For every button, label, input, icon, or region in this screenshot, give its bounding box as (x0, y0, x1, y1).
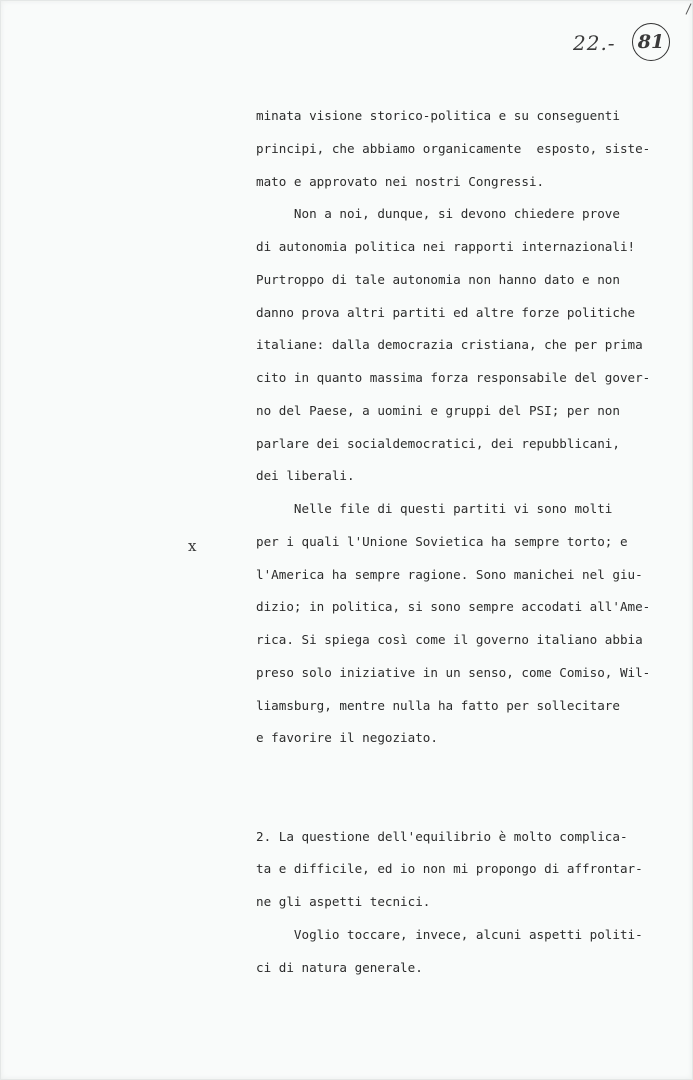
typescript-body (256, 100, 656, 984)
text-line: di autonomia politica nei rapporti internazionali! (256, 239, 636, 254)
text-line: dizio; in politica, si sono sempre accodati all'Ame- (256, 599, 651, 615)
text-line: italiane: dalla democrazia cristiana, che per prima (256, 337, 643, 353)
text-line: parlare dei socialdemocratici, dei repubblicani, (256, 435, 620, 451)
text-line: Purtroppo di tale autonomia non hanno dato e non (256, 271, 620, 287)
text-line: Nelle file di questi partiti vi sono molti (256, 501, 613, 516)
text-line: cito in quanto massima forza responsabile del gover- (256, 370, 651, 385)
text-line: rica. Si spiega così come il governo italiano abbia (256, 632, 643, 647)
document-page (1, 1, 692, 1079)
margin-annotation-mark: x (188, 537, 197, 555)
handwritten-page-number: 22.- (573, 31, 616, 55)
text-line: ta e difficile, ed io non mi propongo di affrontar- (256, 861, 643, 877)
text-line: l'America ha sempre ragione. Sono manichei nel giu- (256, 566, 643, 582)
text-line: minata visione storico-politica e su conseguenti (256, 108, 620, 123)
text-line: ci di natura generale. (256, 959, 423, 975)
text-line: danno prova altri partiti ed altre forze politiche (256, 304, 636, 320)
text-line: ne gli aspetti tecnici. (256, 894, 431, 909)
text-line: mato e approvato nei nostri Congressi. (256, 173, 545, 189)
text-line: 2. La questione dell'equilibrio è molto complica- (256, 828, 628, 844)
text-line: no del Paese, a uomini e gruppi del PSI; per non (256, 402, 620, 418)
circled-archive-number: 81 (632, 23, 670, 61)
text-line: preso solo iniziative in un senso, come Comiso, Wil- (256, 664, 651, 680)
text-line: per i quali l'Unione Sovietica ha sempre torto; e (256, 533, 628, 549)
text-line: dei liberali. (256, 468, 355, 484)
text-line: principi, che abbiamo organicamente esposto, siste- (256, 140, 651, 156)
section-gap (256, 755, 656, 821)
text-line: Non a noi, dunque, si devono chiedere prove (256, 206, 620, 222)
text-line: Voglio toccare, invece, alcuni aspetti politi- (256, 926, 643, 942)
corner-pen-mark (686, 3, 692, 14)
text-line: e favorire il negoziato. (256, 730, 438, 746)
text-line: liamsburg, mentre nulla ha fatto per sollecitare (256, 697, 620, 713)
